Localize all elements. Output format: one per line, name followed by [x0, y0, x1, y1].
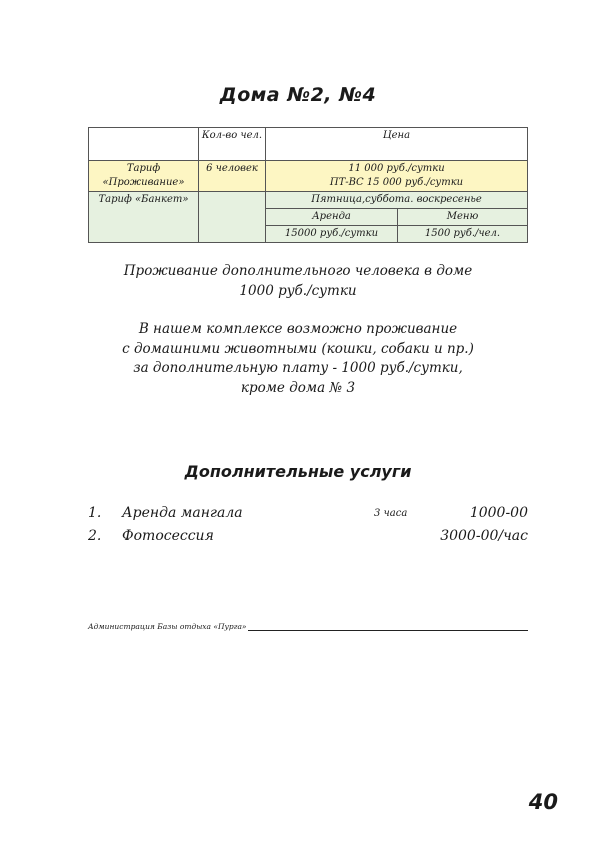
- banquet-menu-price: 1500 руб./чел.: [398, 226, 528, 243]
- pets-line-2: с домашними животными (кошки, собаки и пр.): [122, 340, 474, 357]
- pets-line-1: В нашем комплексе возможно проживание: [138, 321, 458, 337]
- service-duration: 3 часа: [374, 508, 408, 519]
- table-header-count: Кол-во чел.: [199, 128, 266, 161]
- service-name: Аренда мангала: [122, 505, 243, 521]
- service-item: [88, 528, 528, 550]
- table-header-row: [89, 128, 528, 161]
- table-row-banquet: [89, 192, 528, 209]
- banquet-tariff-label: Тариф «Банкет»: [89, 192, 199, 243]
- living-price-weekday: 11 000 руб./сутки: [348, 163, 445, 174]
- price-table: [88, 127, 528, 243]
- living-price-weekend: ПТ-ВС 15 000 руб./сутки: [329, 177, 464, 188]
- service-price: 3000-00/час: [440, 528, 528, 544]
- pets-note: [0, 320, 596, 398]
- extra-person-line: Проживание дополнительного человека в доме: [123, 263, 473, 279]
- signature-label: Администрация Базы отдыха «Пурга»: [88, 622, 247, 631]
- signature-block: [88, 622, 528, 631]
- signature-line: [248, 622, 528, 631]
- living-count: 6 человек: [199, 161, 266, 192]
- services-title: Дополнительные услуги: [184, 462, 412, 481]
- service-item: [88, 505, 528, 527]
- living-price: [266, 161, 528, 192]
- pets-line-3: за дополнительную плату - 1000 руб./сутки,: [133, 360, 463, 376]
- banquet-days: Пятница,суббота. воскресенье: [266, 192, 528, 209]
- living-tariff-label: Тариф «Проживание»: [89, 161, 199, 192]
- table-row-living: [89, 161, 528, 192]
- service-number: 2.: [88, 528, 102, 544]
- banquet-rent-header: Аренда: [266, 209, 398, 226]
- service-name: Фотосессия: [122, 528, 214, 544]
- page-number: 40: [528, 790, 558, 814]
- page-title: Дома №2, №4: [219, 84, 377, 106]
- banquet-rent-price: 15000 руб./сутки: [266, 226, 398, 243]
- banquet-count: [199, 192, 266, 243]
- pets-line-4: кроме дома № 3: [240, 379, 356, 396]
- banquet-menu-header: Меню: [398, 209, 528, 226]
- service-number: 1.: [88, 505, 102, 521]
- table-header-empty: [89, 128, 199, 161]
- extra-person-note: [0, 262, 596, 301]
- table-header-price: Цена: [266, 128, 528, 161]
- extra-person-price: 1000 руб./сутки: [239, 282, 357, 299]
- service-price: 1000-00: [469, 505, 528, 521]
